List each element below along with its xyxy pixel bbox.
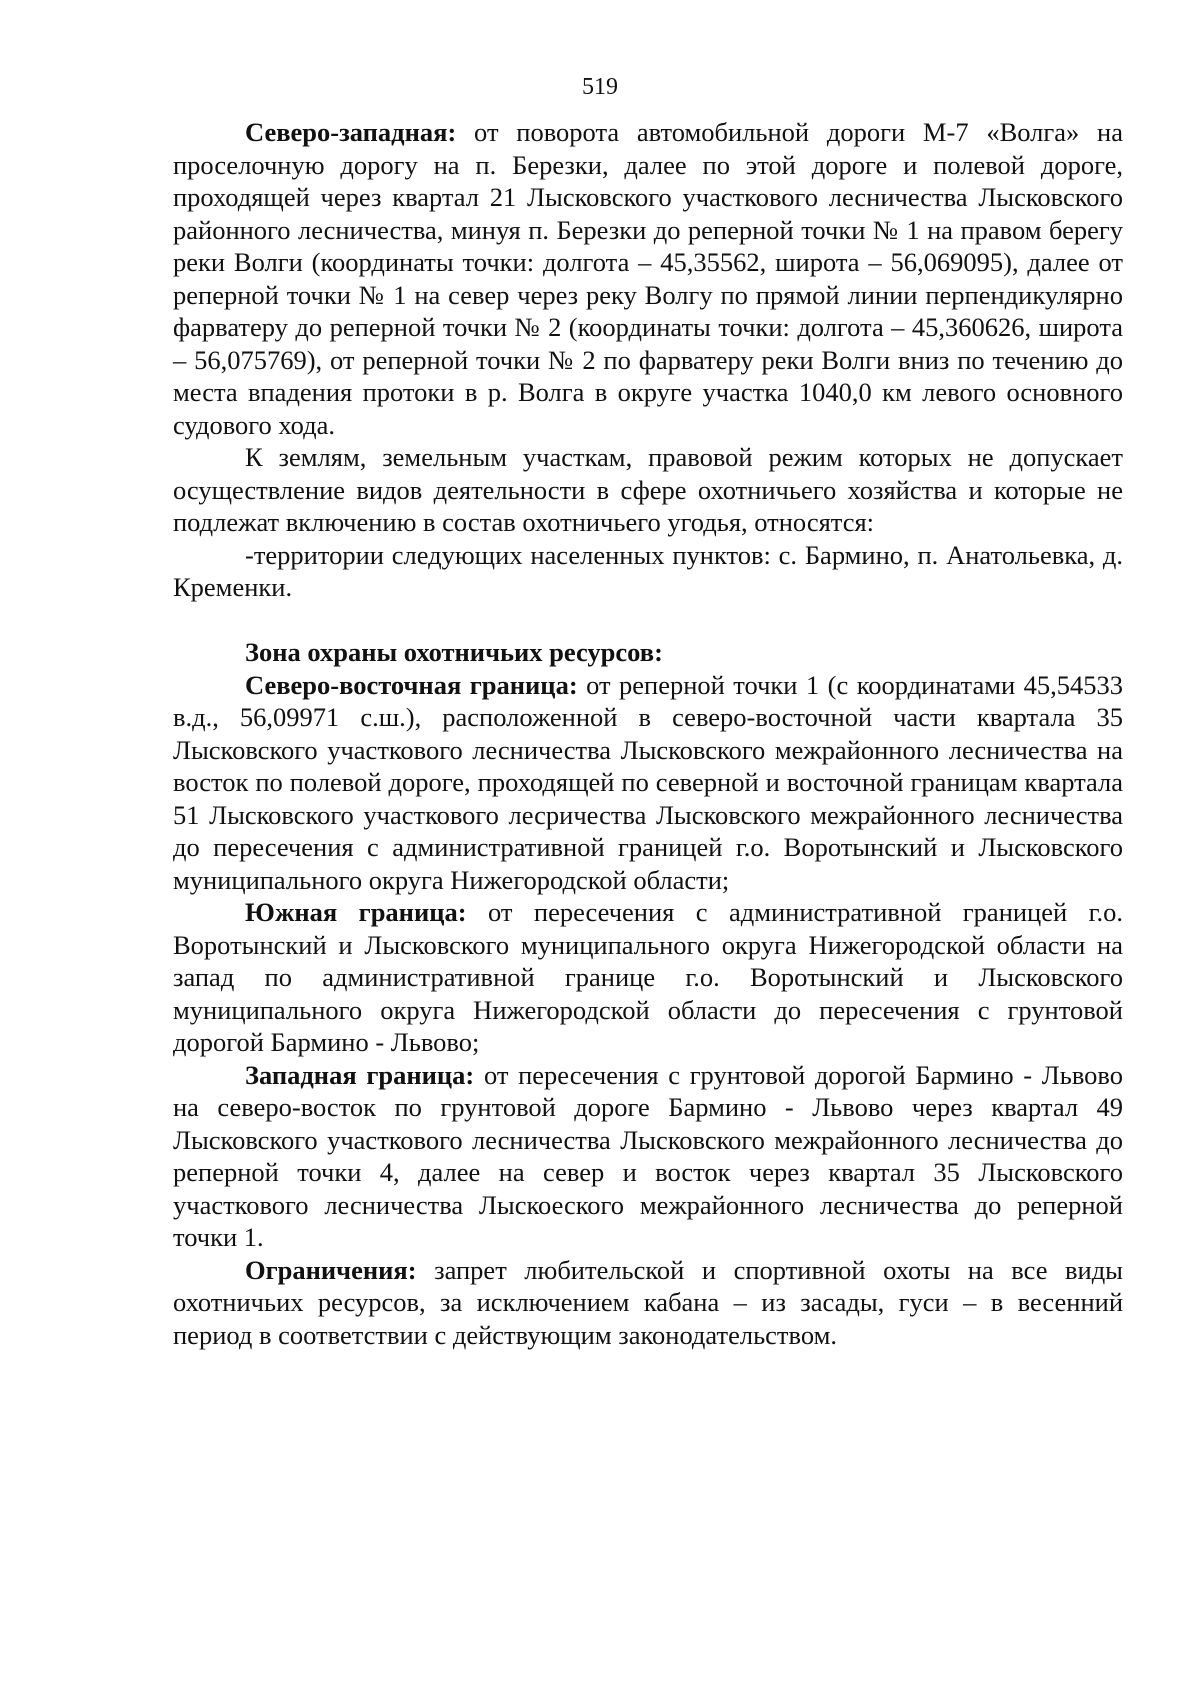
page-number: 519 xyxy=(582,74,618,100)
blank-line xyxy=(173,604,1123,637)
paragraph-text: К землям, земельным участкам, правовой режим которых не допускает осуществление видов деятельности в сфере охотничьего хозяйства и которые не подлежат включению в состав охотничьего угодья, относятся: xyxy=(173,442,1123,537)
paragraph-text: от поворота автомобильной дороги М-7 «Волга» на проселочную дорогу на п. Березки, далее по этой дороге и полевой дороге, проходящей через квартал 21 Лысковского участкового лесничества Лысковского районного лесничества, минуя п. Березки до реперной точки № 1 на правом берегу реки Волги (координаты точки: долгота – 45,35562, широта – 56,069095), далее от реперной точки № 1 на север через реку Волгу по прямой линии перпендикулярно фарватеру до реперной точки № 2 (координаты точки: долгота – 45,360626, широта – 56,075769), от реперной точки № 2 по фарватеру реки Волги вниз по течению до места впадения протоки в р. Волга в округе участка 1040,0 км левого основного судового хода. xyxy=(173,117,1123,440)
paragraph-text: от реперной точки 1 (с координатами 45,54533 в.д., 56,09971 с.ш.), расположенной в северо-восточной части квартала 35 Лысковского участкового лесничества Лысковского межрайонного лесничества на восток по полевой дороге, проходящей по северной и восточной границам квартала 51 Лысковского участкового лесричества Лысковского межрайонного лесничества до пересечения с административной границей г.о. Воротынский и Лысковского муниципального округа Нижегородской области; xyxy=(173,669,1123,895)
zone-heading: Зона охраны охотничьих ресурсов: xyxy=(245,637,663,667)
paragraph-northwest-border xyxy=(173,116,1123,441)
paragraph-south-border xyxy=(173,896,1123,1059)
paragraph-text: запрет любительской и спортивной охоты на все виды охотничьих ресурсов, за исключением кабана – из засады, гуси – в весенний период в соответствии с действующим законодательством. xyxy=(173,1254,1123,1350)
paragraph-lead: Южная граница: xyxy=(245,897,467,927)
paragraph-northeast-border xyxy=(173,669,1123,897)
document-body xyxy=(173,116,1123,1351)
paragraph-lead: Ограничения: xyxy=(245,1254,417,1285)
paragraph-lead: Северо-восточная граница: xyxy=(245,669,578,700)
paragraph-text: -территории следующих населенных пунктов: с. Бармино, п. Анатольевка, д. Кременки. xyxy=(173,539,1123,602)
paragraph-excluded-lands xyxy=(173,441,1123,539)
paragraph-settlements xyxy=(173,539,1123,604)
paragraph-restrictions xyxy=(173,1254,1123,1352)
paragraph-lead: Северо-западная: xyxy=(245,117,457,147)
paragraph-lead: Западная граница: xyxy=(245,1059,475,1090)
paragraph-text: от пересечения с грунтовой дорогой Бармино - Львово на северо-восток по грунтовой дороге Бармино - Львово через квартал 49 Лысковского участкового лесничества Лысковского межрайонного лесничества до реперной точки 4, далее на север и восток через квартал 35 Лысковского участкового лесничества Лыскоеского межрайонного лесничества до реперной точки 1. xyxy=(173,1059,1124,1252)
paragraph-west-border xyxy=(173,1059,1123,1254)
paragraph-text: от пересечения с административной границей г.о. Воротынский и Лысковского муниципального округа Нижегородской области на запад по административной границе г.о. Воротынский и Лысковского муниципального округа Нижегородской области до пересечения с грунтовой дорогой Бармино - Львово; xyxy=(173,897,1123,1057)
